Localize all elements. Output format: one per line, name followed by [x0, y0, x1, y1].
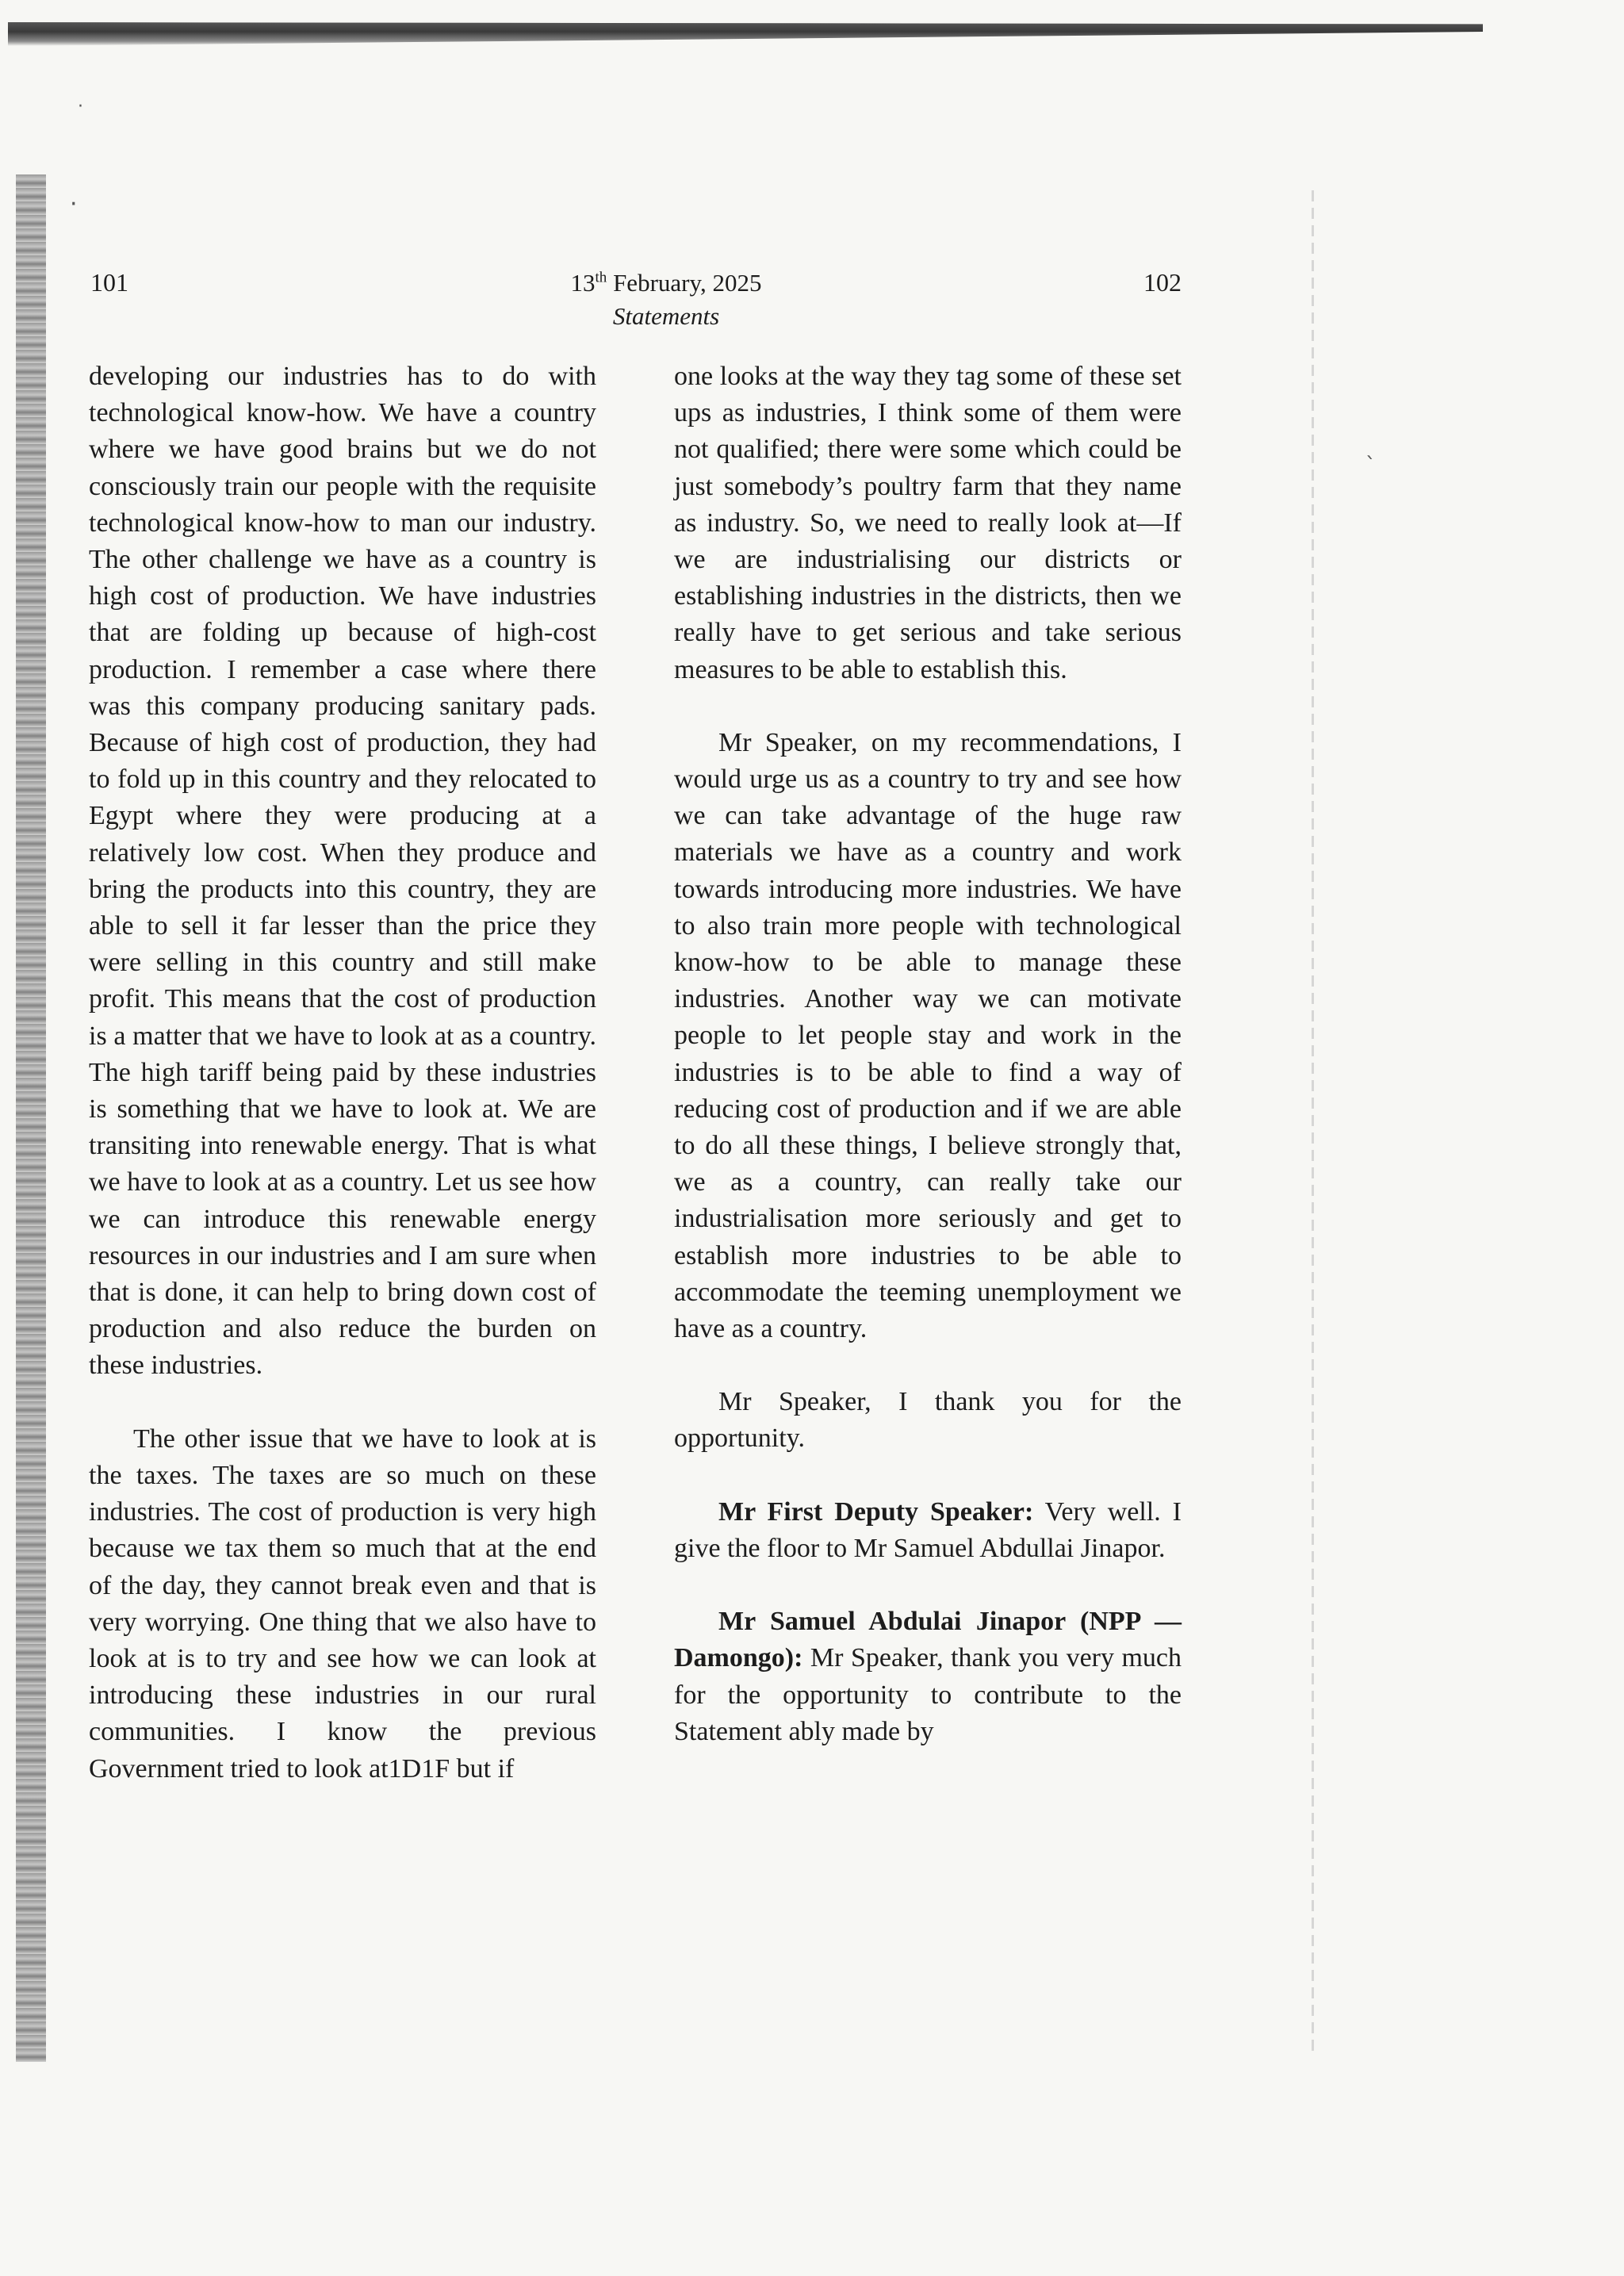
- scan-speck: ·: [78, 97, 83, 117]
- header-section: Statements: [612, 302, 720, 331]
- scan-fold-line: [1312, 190, 1314, 2054]
- right-page-number: 102: [1143, 268, 1182, 297]
- speech-text: Very well. I give the floor to Mr Samuel Abdullai Jinapor.: [674, 1496, 1182, 1563]
- right-column: [674, 358, 1182, 1787]
- left-page-number: 101: [90, 268, 128, 297]
- speaker-paragraph: [674, 1604, 1182, 1750]
- paragraph: Mr Speaker, I thank you for the opportunity.: [674, 1387, 1182, 1454]
- header-date: 13th February, 2025: [570, 269, 762, 297]
- speaker-name: Mr Samuel Abdulai Jinapor (NPP — Damongo):: [674, 1607, 1182, 1673]
- scan-binding-edge: [16, 174, 46, 2062]
- scan-speck: ·: [70, 190, 78, 218]
- running-header: [444, 262, 888, 333]
- scan-top-edge: [8, 22, 1483, 46]
- paragraph: one looks at the way they tag some of these set ups as industries, I think some of them were not qualified; there were some which could be just somebody’s poultry farm that they name as industry. So, we need to really look at—If we are industrialising our districts or establishing industries in the districts, then we really have to get serious and take serious measures to be able to establish this.: [674, 362, 1182, 684]
- paragraph: developing our industries has to do with technological know-how. We have a country where we have good brains but we do not consciously train our people with the requisite technological know-how to man our industry. The other challenge we have as a country is high cost of production. We have industries that are folding up because of high-cost production. I remember a case where there was this company producing sanitary pads. Because of high cost of production, they had to fold up in this country and they relocated to Egypt where they were producing at a relatively low cost. When they produce and bring the products into this country, they are able to sell it far lesser than the price they were selling in this country and still make profit. This means that the cost of production is a matter that we have to look at as a country. The high tariff being paid by these industries is something that we have to look at. We are transiting into renewable energy. That is what we have to look at as a country. Let us see how we can introduce this renewable energy resources in our industries and I am sure when that is done, it can help to bring down cost of production and also reduce the burden on these industries.: [89, 362, 596, 1381]
- speech-text: Mr Speaker, thank you very much for the opportunity to contribute to the Statement ably made by: [674, 1643, 1182, 1746]
- scan-speck: `: [1365, 454, 1376, 477]
- speaker-paragraph: [674, 1494, 1182, 1567]
- paragraph: The other issue that we have to look at is the taxes. The taxes are so much on these industries. The cost of production is very high because we tax them so much that at the end of the day, they cannot break even and that is very worrying. One thing that we also have to look at is to try and see how we can look at introducing these industries in our rural communities. I know the previous Government tried to look at1D1F but if: [89, 1423, 596, 1784]
- paragraph: Mr Speaker, on my recommendations, I would urge us as a country to try and see how we can take advantage of the huge raw materials we have as a country and work towards introducing more industries. We have to also train more people with technological know-how to be able to manage these industries. Another way we can motivate people to let people stay and work in the industries is to be able to find a way of reducing cost of production and if we are able to do all these things, I believe strongly that, we as a country, can really take our industrialisation more seriously and get to establish more industries to be able to accommodate the teeming unemployment we have as a country.: [674, 727, 1182, 1344]
- left-column: [89, 358, 596, 1824]
- speaker-name: Mr First Deputy Speaker:: [718, 1496, 1034, 1527]
